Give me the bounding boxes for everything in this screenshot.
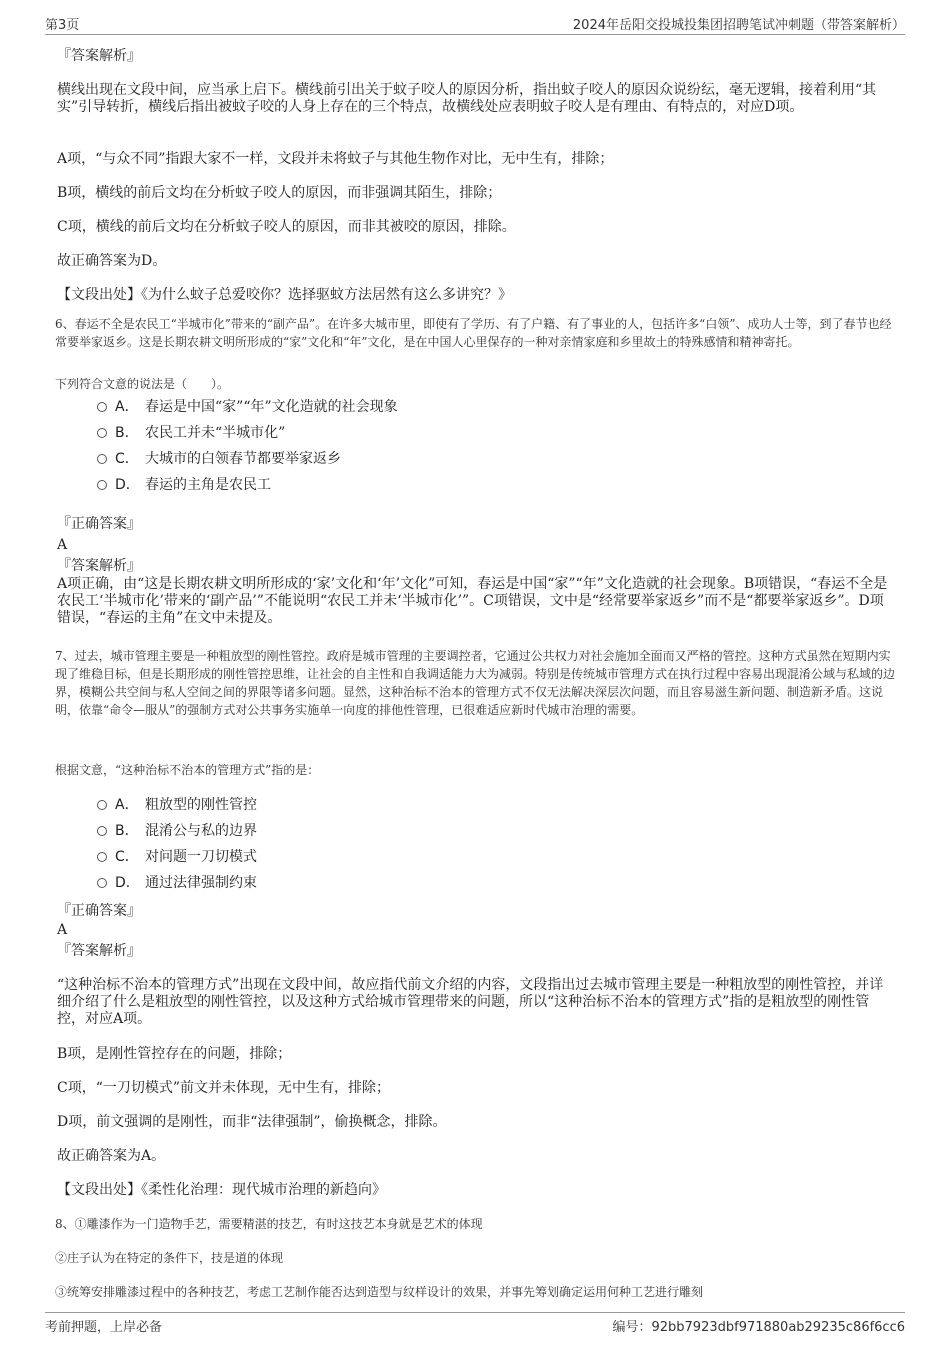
option-letter: A． (115, 399, 139, 415)
option-letter: B． (115, 425, 139, 441)
radio-icon[interactable] (97, 454, 107, 464)
q7-option-c[interactable] (97, 848, 257, 866)
radio-icon[interactable] (97, 800, 107, 810)
page-number: 第3页 (45, 18, 80, 33)
page-header (45, 14, 905, 35)
q7-explain-b: B项，是刚性管控存在的问题，排除； (57, 1046, 292, 1062)
option-letter: D． (115, 477, 140, 493)
q7-prompt: 根据文意，“这种治标不治本的管理方式”指的是： (55, 763, 320, 777)
radio-icon[interactable] (97, 402, 107, 412)
q7-option-d[interactable] (97, 874, 257, 892)
option-letter: C． (115, 849, 139, 865)
q6-option-a[interactable] (97, 398, 398, 416)
q7-answer-label: 『正确答案』 (57, 903, 141, 919)
radio-icon[interactable] (97, 852, 107, 862)
q5-source: 【文段出处】《为什么蚊子总爱咬你？选择驱蚊方法居然有这么多讲究？》 (57, 287, 512, 303)
q7-answer: A (57, 922, 68, 938)
option-letter: D． (115, 875, 140, 891)
q8-line-2: ②庄子认为在特定的条件下，技是道的体现 (55, 1251, 284, 1265)
q6-explain-label: 『答案解析』 (57, 558, 141, 574)
q7-explain-label: 『答案解析』 (57, 943, 141, 959)
radio-icon[interactable] (97, 826, 107, 836)
document-id: 编号：92bb7923dbf971880ab29235c86f6cc6 (612, 1320, 905, 1335)
q6-option-c[interactable] (97, 450, 341, 468)
q5-explain-c: C项，横线的前后文均在分析蚊子咬人的原因，而非其被咬的原因，排除。 (57, 219, 516, 235)
option-text: 春运的主角是农民工 (145, 477, 271, 493)
footer-slogan: 考前押题，上岸必备 (45, 1320, 163, 1335)
q6-option-d[interactable] (97, 476, 271, 494)
document-title: 2024年岳阳交投城投集团招聘笔试冲刺题（带答案解析） (572, 18, 905, 33)
option-text: 通过法律强制约束 (145, 875, 257, 891)
q6-prompt: 下列符合文意的说法是（ ）。 (55, 377, 230, 391)
q6-option-b[interactable] (97, 424, 285, 442)
option-text: 农民工并未“半城市化” (145, 425, 286, 441)
q8-line-1: 8、①雕漆作为一门造物手艺，需要精湛的技艺，有时这技艺本身就是艺术的体现 (55, 1217, 483, 1231)
q6-answer: A (57, 537, 68, 553)
option-text: 混淆公与私的边界 (145, 823, 257, 839)
q5-conclusion: 故正确答案为D。 (57, 253, 167, 269)
q7-explain-c: C项，“一刀切模式”前文并未体现，无中生有，排除； (57, 1080, 391, 1096)
q7-stem: 7、过去，城市管理主要是一种粗放型的刚性管控。政府是城市管理的主要调控者，它通过公共权力对社会施加全面而又严格的管控。这种方式虽然在短期内实现了维稳目标，但是长期形成的刚性管控思维，让社会的自主性和自我调适能力大为减弱。特别是传统城市管理方式在执行过程中容易出现混淆公域与私域的边界，模糊公共空间与私人空间之间的界限等诸多问题。显然，这种治标不治本的管理方式不仅无法解决深层次问题，而且容易滋生新问题、制造新矛盾。这说明，依靠“命令—服从”的强制方式对公共事务实施单一向度的排他性管理，已很难适应新时代城市治理的需要。 (55, 649, 896, 717)
option-text: 粗放型的刚性管控 (145, 797, 257, 813)
q5-explain-main: 横线出现在文段中间，应当承上启下。横线前引出关于蚊子咬人的原因分析，指出蚊子咬人的原因众说纷纭，毫无逻辑，接着利用“其实”引导转折，横线后指出被蚊子咬的人身上存在的三个特点，故横线处应表明蚊子咬人是有理由、有特点的，对应D项。 (57, 82, 877, 115)
q7-conclusion: 故正确答案为A。 (57, 1148, 166, 1164)
radio-icon[interactable] (97, 428, 107, 438)
option-letter: A． (115, 797, 139, 813)
q6-explain: A项正确，由“这是长期农耕文明所形成的‘家’文化和‘年’文化”可知，春运是中国“家”“年”文化造就的社会现象。B项错误，“春运不全是农民工‘半城市化’带来的‘副产品’”不能说明“农民工并未‘半城市化’”。C项错误，文中是“经常要举家返乡”而不是“都要举家返乡”。D项错误，“春运的主角”在文中未提及。 (57, 576, 888, 626)
page-footer (45, 1312, 905, 1335)
q7-option-b[interactable] (97, 822, 257, 840)
q7-option-a[interactable] (97, 796, 257, 814)
option-text: 大城市的白领春节都要举家返乡 (145, 451, 341, 467)
option-text: 春运是中国“家”“年”文化造就的社会现象 (145, 399, 398, 415)
q5-explain-a: A项，“与众不同”指跟大家不一样，文段并未将蚊子与其他生物作对比，无中生有，排除； (57, 151, 614, 167)
radio-icon[interactable] (97, 878, 107, 888)
q7-explain-d: D项，前文强调的是刚性，而非“法律强制”，偷换概念，排除。 (57, 1114, 447, 1130)
q5-explain-b: B项，横线的前后文均在分析蚊子咬人的原因，而非强调其陌生，排除； (57, 185, 502, 201)
option-letter: B． (115, 823, 139, 839)
q8-line-3: ③统筹安排雕漆过程中的各种技艺，考虑工艺制作能否达到造型与纹样设计的效果，并事先筹划确定运用何种工艺进行雕刻 (55, 1285, 704, 1299)
radio-icon[interactable] (97, 480, 107, 490)
q5-explain-label: 『答案解析』 (57, 48, 141, 64)
option-text: 对问题一刀切模式 (145, 849, 257, 865)
q6-answer-label: 『正确答案』 (57, 516, 141, 532)
q6-stem: 6、春运不全是农民工“半城市化”带来的“副产品”。在许多大城市里，即使有了学历、有了户籍、有了事业的人，包括许多“白领”、成功人士等，到了春节也经常要举家返乡。这是长期农耕文明所形成的“家”文化和“年”文化，是在中国人心里保存的一种对亲情家庭和乡里故土的特殊感情和精神寄托。 (55, 317, 892, 349)
option-letter: C． (115, 451, 139, 467)
q7-source: 【文段出处】《柔性化治理：现代城市治理的新趋向》 (57, 1182, 386, 1198)
q7-explain-main: “这种治标不治本的管理方式”出现在文段中间，故应指代前文介绍的内容，文段指出过去城市管理主要是一种粗放型的刚性管控，并详细介绍了什么是粗放型的刚性管控，以及这种方式给城市管理带来的问题，所以“这种治标不治本的管理方式”指的是粗放型的刚性管控，对应A项。 (57, 977, 884, 1027)
